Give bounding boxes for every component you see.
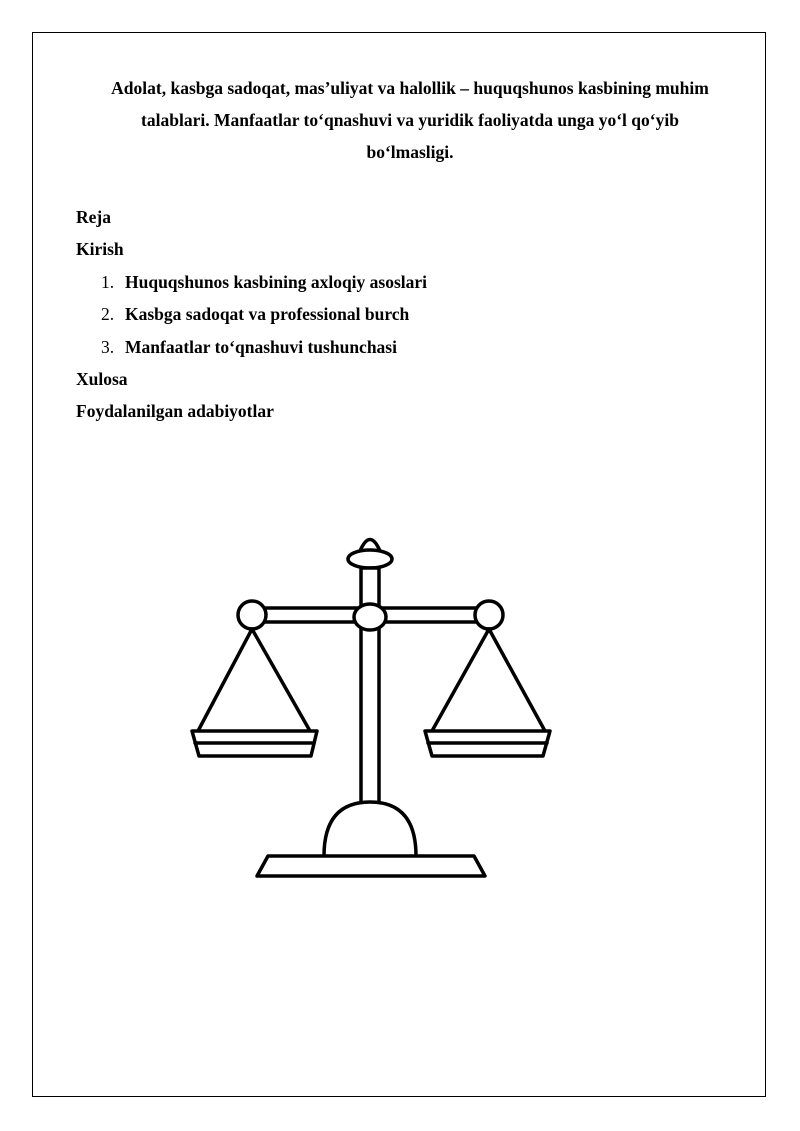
list-item-3-text: Manfaatlar to‘qnashuvi tushunchasi	[125, 337, 397, 357]
list-item-1-text: Huquqshunos kasbining axloqiy asoslari	[125, 272, 428, 292]
list-item-3-number: 3.	[101, 337, 115, 357]
conclusion-heading: Xulosa	[76, 369, 128, 389]
title-line-3: bo‘lmasligi.	[366, 142, 454, 162]
plan-heading: Reja	[76, 207, 111, 227]
references-heading: Foydalanilgan adabiyotlar	[76, 401, 274, 421]
list-item-2-text: Kasbga sadoqat va professional burch	[125, 304, 410, 324]
list-item-2-number: 2.	[101, 304, 115, 324]
title-line-1: Adolat, kasbga sadoqat, mas’uliyat va halollik – huquqshunos kasbining muhim	[111, 78, 709, 98]
title-line-2: talablari. Manfaatlar to‘qnashuvi va yuridik faoliyatda unga yo‘l qo‘yib	[141, 110, 679, 130]
intro-heading: Kirish	[76, 239, 124, 259]
list-item-1-number: 1.	[101, 272, 115, 292]
